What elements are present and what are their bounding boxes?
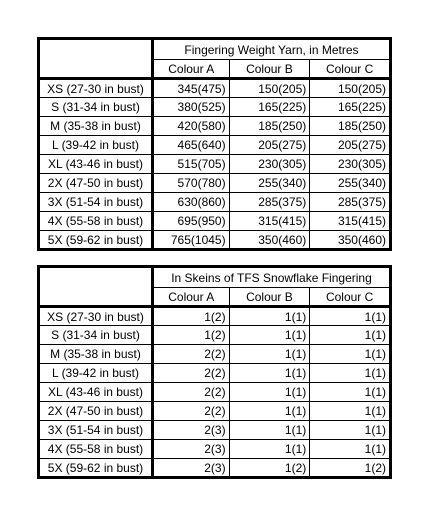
table-row — [39, 79, 391, 98]
colour-b-skeins: 1(2) — [229, 459, 310, 478]
colour-b-skeins: 1(1) — [229, 402, 310, 421]
size-label: 4X (55-58 in bust) — [39, 212, 153, 231]
colour-c-skeins: 1(1) — [310, 345, 391, 364]
metres-title-row — [39, 39, 391, 60]
metres-corner-cell — [39, 39, 153, 79]
colour-c-metres: 285(375) — [310, 193, 391, 212]
size-label: XS (27-30 in bust) — [39, 307, 153, 326]
size-label: L (39-42 in bust) — [39, 136, 153, 155]
colour-b-skeins: 1(1) — [229, 326, 310, 345]
size-label: 5X (59-62 in bust) — [39, 459, 153, 478]
table-row — [39, 231, 391, 250]
colour-b-metres: 185(250) — [229, 117, 310, 136]
colour-c-skeins: 1(1) — [310, 326, 391, 345]
colour-a-skeins: 2(2) — [152, 345, 229, 364]
size-label: 3X (51-54 in bust) — [39, 421, 153, 440]
table-row — [39, 421, 391, 440]
colour-a-skeins: 1(2) — [152, 307, 229, 326]
table-row — [39, 402, 391, 421]
size-label: 2X (47-50 in bust) — [39, 174, 153, 193]
metres-yardage-table — [37, 37, 392, 251]
colour-a-metres: 465(640) — [152, 136, 229, 155]
colour-c-skeins: 1(1) — [310, 383, 391, 402]
size-label: S (31-34 in bust) — [39, 326, 153, 345]
colour-b-skeins: 1(1) — [229, 383, 310, 402]
table-row — [39, 117, 391, 136]
colour-a-metres: 695(950) — [152, 212, 229, 231]
size-label: XL (43-46 in bust) — [39, 383, 153, 402]
skeins-header-colour-b: Colour B — [229, 288, 310, 307]
colour-b-metres: 205(275) — [229, 136, 310, 155]
colour-c-metres: 185(250) — [310, 117, 391, 136]
colour-b-skeins: 1(1) — [229, 421, 310, 440]
colour-a-skeins: 2(3) — [152, 421, 229, 440]
colour-c-metres: 150(205) — [310, 79, 391, 98]
table-row — [39, 174, 391, 193]
colour-a-metres: 420(580) — [152, 117, 229, 136]
size-label: M (35-38 in bust) — [39, 345, 153, 364]
colour-b-skeins: 1(1) — [229, 440, 310, 459]
colour-b-metres: 255(340) — [229, 174, 310, 193]
size-label: S (31-34 in bust) — [39, 98, 153, 117]
table-row — [39, 307, 391, 326]
colour-a-skeins: 1(2) — [152, 326, 229, 345]
colour-a-skeins: 2(2) — [152, 364, 229, 383]
size-label: 3X (51-54 in bust) — [39, 193, 153, 212]
size-label: M (35-38 in bust) — [39, 117, 153, 136]
skeins-table — [37, 265, 392, 479]
colour-a-metres: 515(705) — [152, 155, 229, 174]
size-label: XS (27-30 in bust) — [39, 79, 153, 98]
colour-c-skeins: 1(1) — [310, 402, 391, 421]
skeins-header-colour-c: Colour C — [310, 288, 391, 307]
size-label: 4X (55-58 in bust) — [39, 440, 153, 459]
colour-a-metres: 380(525) — [152, 98, 229, 117]
colour-b-metres: 285(375) — [229, 193, 310, 212]
colour-a-metres: 345(475) — [152, 79, 229, 98]
colour-c-skeins: 1(1) — [310, 364, 391, 383]
table-row — [39, 364, 391, 383]
table-row — [39, 345, 391, 364]
skeins-table-title: In Skeins of TFS Snowflake Fingering — [152, 267, 390, 288]
colour-c-skeins: 1(1) — [310, 307, 391, 326]
colour-c-metres: 350(460) — [310, 231, 391, 250]
skeins-header-colour-a: Colour A — [152, 288, 229, 307]
size-label: L (39-42 in bust) — [39, 364, 153, 383]
table-row — [39, 212, 391, 231]
skeins-corner-cell — [39, 267, 153, 307]
table-row — [39, 326, 391, 345]
metres-header-colour-b: Colour B — [229, 60, 310, 79]
table-row — [39, 440, 391, 459]
metres-header-colour-c: Colour C — [310, 60, 391, 79]
colour-b-skeins: 1(1) — [229, 345, 310, 364]
colour-a-metres: 765(1045) — [152, 231, 229, 250]
size-label: 2X (47-50 in bust) — [39, 402, 153, 421]
colour-a-skeins: 2(2) — [152, 402, 229, 421]
colour-c-metres: 230(305) — [310, 155, 391, 174]
table-row — [39, 459, 391, 478]
colour-a-skeins: 2(3) — [152, 440, 229, 459]
table-row — [39, 98, 391, 117]
colour-b-metres: 150(205) — [229, 79, 310, 98]
colour-b-metres: 315(415) — [229, 212, 310, 231]
colour-a-skeins: 2(3) — [152, 459, 229, 478]
size-label: 5X (59-62 in bust) — [39, 231, 153, 250]
colour-c-skeins: 1(1) — [310, 421, 391, 440]
colour-b-metres: 350(460) — [229, 231, 310, 250]
colour-b-skeins: 1(1) — [229, 364, 310, 383]
colour-c-metres: 165(225) — [310, 98, 391, 117]
colour-c-skeins: 1(2) — [310, 459, 391, 478]
colour-b-metres: 165(225) — [229, 98, 310, 117]
colour-a-skeins: 2(2) — [152, 383, 229, 402]
metres-header-colour-a: Colour A — [152, 60, 229, 79]
table-row — [39, 136, 391, 155]
colour-c-skeins: 1(1) — [310, 440, 391, 459]
metres-table-title: Fingering Weight Yarn, in Metres — [152, 39, 390, 60]
colour-c-metres: 315(415) — [310, 212, 391, 231]
colour-b-metres: 230(305) — [229, 155, 310, 174]
table-row — [39, 193, 391, 212]
table-row — [39, 383, 391, 402]
colour-c-metres: 255(340) — [310, 174, 391, 193]
colour-a-metres: 630(860) — [152, 193, 229, 212]
colour-a-metres: 570(780) — [152, 174, 229, 193]
colour-b-skeins: 1(1) — [229, 307, 310, 326]
table-row — [39, 155, 391, 174]
colour-c-metres: 205(275) — [310, 136, 391, 155]
skeins-title-row — [39, 267, 391, 288]
size-label: XL (43-46 in bust) — [39, 155, 153, 174]
